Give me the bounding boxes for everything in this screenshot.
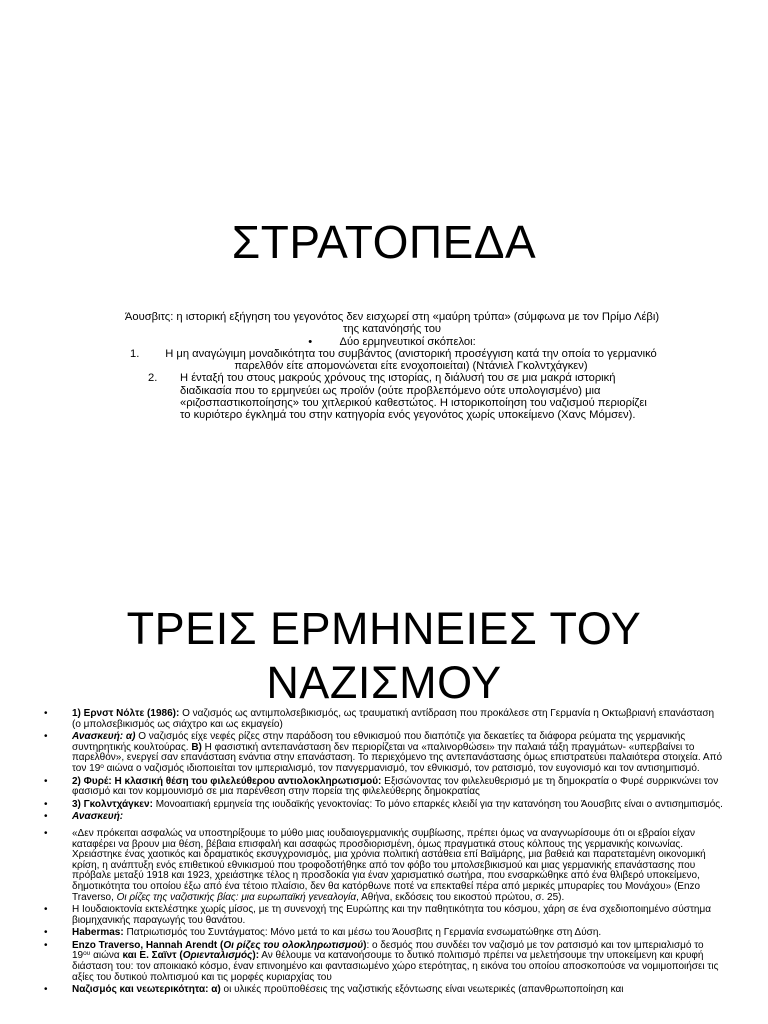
bullet-text: : ο δεσμός που συνδέει τον ναζισμό με τον ρατσισμό και τον ιμπεριαλισμό το 19	[72, 939, 704, 962]
slide-three-interpretations	[0, 525, 768, 1024]
book-title: Οι ρίζες της ναζιστικής βίας: μια ευρωπαϊκή γενεαλογία	[116, 891, 357, 903]
book-title: Οι ρίζες του ολοκληρωτισμού	[223, 939, 364, 951]
bullet-label: Habermas:	[72, 927, 124, 939]
bullet-text: Ο ναζισμός είχε νεφές ρίζες στην παράδοση του εθνικισμού που διαπότιζε για δεκαετίες τα διάφορα ρεύματα της γερμανικής συντηρητικής κουλτούρας.	[72, 731, 686, 753]
numbered-list	[118, 348, 666, 422]
item-number: 1.	[130, 347, 140, 360]
bullet-item	[44, 941, 724, 983]
bullet-item	[44, 800, 724, 811]
bullet-text: αιώνα	[90, 950, 123, 962]
slide-title	[0, 602, 768, 710]
bullet-label: Ανασκευή:	[72, 811, 124, 823]
bullet-marker: •	[44, 708, 48, 719]
numbered-item	[118, 372, 666, 421]
bullet-marker: •	[44, 927, 48, 939]
item-text: Η ένταξή του στους μακρούς χρόνους της ιστορίας, η διάλυσή του σε μια μακρά ιστορική διαδικασία που το ερμηνεύει ως προϊόν (ούτε προβλεπόμενο ούτε υπολογισμένο) μια «ριζοσπαστικοποίησης» του χιτλερικού καθεστώτος. Η ιστορικοποίηση του ναζισμού περιορίζει το κυριότερο έγκλημά του στην κατηγορία ενός γεγονότος χωρίς υποκείμενο (Χανς Μόμσεν).	[180, 372, 647, 422]
item-text: Η μη αναγώγιμη μοναδικότητα του συμβάντος (ανιστορική προσέγγιση κατά την οποία το γερμανικό παρελθόν είτε απομονώνεται είτε ενοχοποιείται) (Ντάνιελ Γκολντχάγκεν)	[165, 347, 657, 373]
bullet-text: αιώνα ο ναζισμός ιδιοποιείται τον ιμπεριαλισμό, τον πανγερμανισμό, τον εθνικισμό, τον ρατσισμό, τον ευγονισμό και τον αντισημιτισμό.	[103, 762, 700, 774]
bullet-label: Ανασκευή: α)	[72, 731, 136, 743]
bullet-item	[44, 829, 724, 903]
quote-text: , Αθήνα, εκδόσεις του εικοστού πρώτου, σ. 25).	[356, 891, 565, 903]
bullet-label: 2) Φυρέ: Η κλασική θέση του φιλελεύθερου αντιολοκληρωτισμού:	[72, 775, 382, 787]
title-line: ΤΡΕΙΣ ΕΡΜΗΝΕΙΕΣ ΤΟΥ	[126, 603, 642, 654]
bullet-marker: •	[44, 731, 48, 743]
bullet-text: Ο ναζισμός ως αντιμπολσεβικισμός, ως τραυματική αντίδραση που προκάλεσε στη Γερμανία η Οκτωβριανή επανάσταση (ο μπολσεβικισμός ως σιάχτρο και ως εκμαγείο)	[72, 708, 715, 730]
bullet-item	[44, 905, 724, 926]
bullet-text: οι υλικές προϋποθέσεις της ναζιστικής εξόντωσης είναι νεωτερικές (απανθρωποποίηση και	[220, 984, 624, 996]
bullet-text: Πατριωτισμός του Συντάγματος: Μόνο μετά το και μέσω του Άουσβιτς η Γερμανία ενσωματώθηκε στη Δύση.	[123, 927, 602, 939]
bullet-label: 1) Ερνστ Νόλτε (1986):	[72, 708, 180, 719]
slide-title: ΣΤΡΑΤΟΠΕΔΑ	[231, 216, 537, 268]
slide-body	[44, 709, 724, 998]
bullet-text: Η φασιστική αντεπανάσταση δεν περιορίζεται να «παλινορθώσει» την παλαιά τάξη πραγμάτων- «υπερβαίνει το παρελθόν», ενεργεί σαν επανάσταση ενάντια στην επανάσταση. Το περιεχόμενο της αντεπανάστασης όμως επιστρατεύει παλαιότερα στοιχεία. Από τον 19	[72, 741, 723, 774]
intro-text: Άουσβιτς: η ιστορική εξήγηση του γεγονότος δεν εισχωρεί στη «μαύρη τρύπα» (σύμφωνα με τον Πρίμο Λέβι) της κατανόησής του	[124, 311, 660, 336]
bullet-text: Εξισώνοντας τον φιλελευθερισμό με τη δημοκρατία ο Φυρέ συρρικνώνει τον φασισμό και τον κομμουνισμό σε μια παρένθεση στην πορεία της φιλελεύθερης δημοκρατίας	[72, 775, 719, 798]
bullet-text: Μονοαιτιακή ερμηνεία της ιουδαϊκής γενοκτονίας: Το μόνο επαρκές κλειδί για την κατανόηση του Άουσβιτς είναι ο αντισημιτισμός.	[152, 798, 723, 810]
bullet-label: Enzo Traverso, Hannah Arendt (	[72, 939, 224, 951]
bullet-item	[44, 985, 724, 996]
numbered-item	[118, 348, 666, 373]
bullet-list	[44, 709, 724, 996]
bullet-marker: •	[308, 335, 313, 348]
bullet-label: Β)	[191, 741, 202, 753]
bullet-label: ):	[252, 950, 260, 962]
bullet-label: )	[363, 939, 367, 951]
bullet-item	[44, 777, 724, 798]
bullet-marker: •	[44, 811, 48, 823]
bullet-marker: •	[44, 984, 48, 996]
bullet-text: Αν θέλουμε να κατανοήσουμε το δυτικό πολιτισμό πρέπει να μελετήσουμε την υποκείμενη και κρυφή διάσταση του: τον αποικιακό κόσμο, έναν επινοημένο και φαντασιωμένο χώρο ετερότητας, η εικόνα του οποίου αποσκοπούσε να νομιμοποιήσει τις αξίες του δυτικού πολιτισμού και τις μορφές κυριαρχίας του	[72, 950, 719, 983]
bullet-marker: •	[44, 798, 48, 810]
quote-text: «Δεν πρόκειται ασφαλώς να υποστηρίξουμε το μύθο μιας ιουδαιογερμανικής συμβίωσης, πρέπει όμως να αναγνωρίσουμε ότι οι εβραίοι είχαν καταφέρει να βρουν μια θέση, βέβαια επισφαλή και ασαφώς προσδιορισμένη, όμως πραγματικά στους κόλπους της γερμανικής κοινωνίας. Χρειάστηκε ένας χαοτικός και δραματικός εκσυγχρονισμός, μια χρόνια πολιτική αστάθεια επί Βαϊμάρης, μια βαθειά και παρατεταμένη οικονομική κρίση, η ανάπτυξη ενός επιθετικού εθνικισμού που τροφοδοτήθηκε από τον φόβο του μπολσεβικισμού και μιας γερμανικής επανάστασης που πρόβαλε μεταξύ 1918 και 1923, χρειάστηκε τέλος η προσδοκία για έναν χαρισματικό σωτήρα, που ενσαρκώθηκε από ένα θλιβερό υποκείμενο, δημοτικότητα του οποίου έξω από ένα τέτοιο πλαίσιο, δεν θα κατόρθωνε ποτέ να επεκταθεί πέρα από μερικές μπυραρίες του Μονάχου» (Enzo Traverso,	[72, 827, 706, 903]
superscript: ο	[100, 762, 104, 770]
bullet-marker: •	[44, 939, 48, 951]
slide-body	[118, 311, 666, 422]
title-line: ΝΑΖΙΣΜΟΥ	[266, 657, 502, 708]
bullet-marker: •	[44, 775, 48, 787]
bullet-text: Δύο ερμηνευτικοί σκόπελοι:	[339, 335, 476, 348]
superscript: ου	[83, 950, 91, 958]
book-title: Οριενταλισμός	[182, 950, 253, 962]
bullet-marker: •	[44, 904, 48, 916]
item-number: 2.	[148, 372, 158, 385]
bullet-text: Η Ιουδαιοκτονία εκτελέστηκε χωρίς μίσος, με τη συνενοχή της Ευρώπης και την παθητικότητα του κόσμου, χάρη σε ένα σχεδιοποιημένο σύστημα βιομηχανικής παραγωγής του θανάτου.	[72, 904, 712, 926]
bullet-label: 3) Γκολντχάγκεν:	[72, 798, 153, 810]
bullet-marker: •	[44, 827, 48, 839]
bullet-item	[44, 709, 724, 730]
bullet-item	[44, 732, 724, 774]
bullet-item	[44, 928, 724, 939]
bullet-item	[118, 336, 666, 348]
bullet-item	[44, 812, 724, 823]
bullet-label: Ναζισμός και νεωτερικότητα: α)	[72, 984, 221, 996]
bullet-label: και Ε. Σαϊντ (	[122, 950, 183, 962]
